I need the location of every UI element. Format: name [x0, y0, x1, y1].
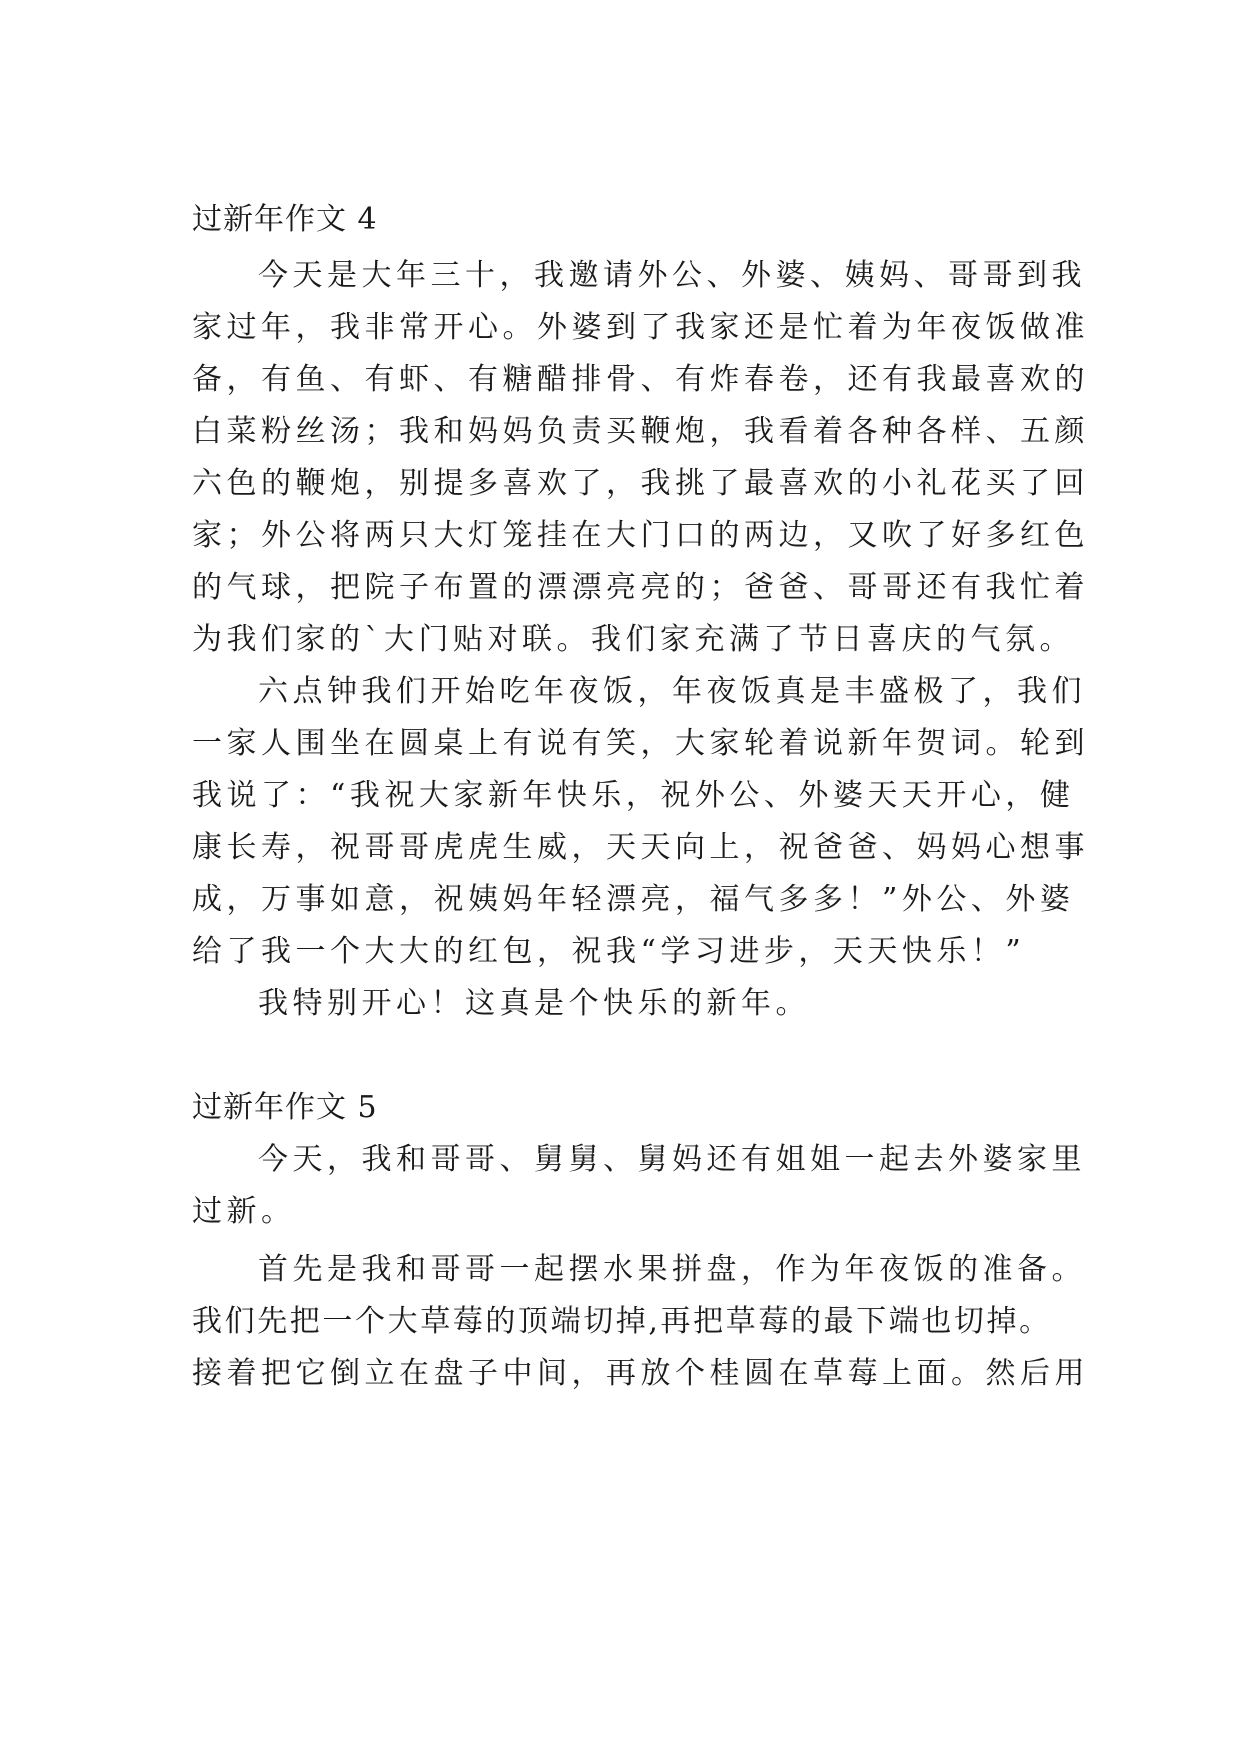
essay-4-line-15: 我特别开心！这真是个快乐的新年。 — [258, 986, 810, 1021]
essay-4-line-12: 康长寿，祝哥哥虎虎生威，天天向上，祝爸爸、妈妈心想事 — [192, 830, 1089, 865]
essay-4-title: 过新年作文 4 — [192, 202, 378, 237]
essay-5-line-2: 过新。 — [192, 1194, 296, 1229]
essay-4-line-6: 家；外公将两只大灯笼挂在大门口的两边，又吹了好多红色 — [192, 518, 1089, 553]
essay-4-line-1: 今天是大年三十，我邀请外公、外婆、姨妈、哥哥到我 — [258, 258, 1086, 293]
essay-4-line-8: 为我们家的`大门贴对联。我们家充满了节日喜庆的气氛。 — [192, 622, 1074, 657]
essay-4-line-10: 一家人围坐在圆桌上有说有笑，大家轮着说新年贺词。轮到 — [192, 726, 1089, 761]
essay-4-line-2: 家过年，我非常开心。外婆到了我家还是忙着为年夜饭做准 — [192, 310, 1089, 345]
essay-5-line-3: 首先是我和哥哥一起摆水果拼盘，作为年夜饭的准备。 — [258, 1252, 1086, 1287]
essay-5-title: 过新年作文 5 — [192, 1090, 378, 1125]
essay-4-line-11: 我说了：“我祝大家新年快乐，祝外公、外婆天天开心，健 — [192, 778, 1075, 813]
essay-5-line-1: 今天，我和哥哥、舅舅、舅妈还有姐姐一起去外婆家里 — [258, 1142, 1086, 1177]
essay-5-line-5: 接着把它倒立在盘子中间，再放个桂圆在草莓上面。然后用 — [192, 1356, 1089, 1391]
essay-4-line-14: 给了我一个大大的红包，祝我“学习进步，天天快乐！” — [192, 934, 1026, 969]
essay-4-line-9: 六点钟我们开始吃年夜饭，年夜饭真是丰盛极了，我们 — [258, 674, 1086, 709]
essay-4-line-5: 六色的鞭炮，别提多喜欢了，我挑了最喜欢的小礼花买了回 — [192, 466, 1089, 501]
essay-4-line-13: 成，万事如意，祝姨妈年轻漂亮，福气多多！”外公、外婆 — [192, 882, 1075, 917]
essay-4-line-4: 白菜粉丝汤；我和妈妈负责买鞭炮，我看着各种各样、五颜 — [192, 414, 1089, 449]
essay-4-line-3: 备，有鱼、有虾、有糖醋排骨、有炸春卷，还有我最喜欢的 — [192, 362, 1089, 397]
essay-5-line-4: 我们先把一个大草莓的顶端切掉,再把草莓的最下端也切掉。 — [192, 1304, 1052, 1339]
essay-4-line-7: 的气球，把院子布置的漂漂亮亮的；爸爸、哥哥还有我忙着 — [192, 570, 1089, 605]
